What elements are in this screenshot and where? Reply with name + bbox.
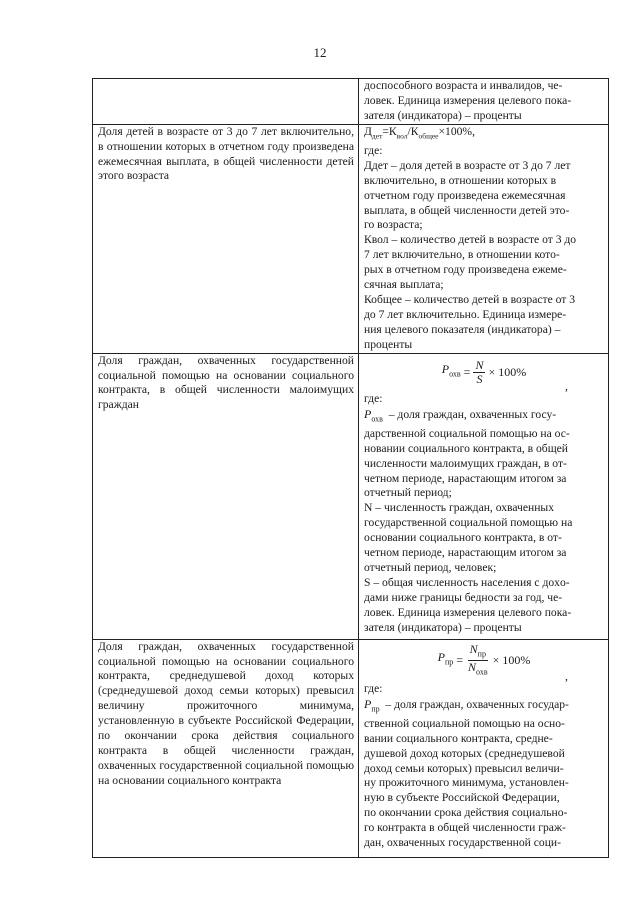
text-line: ную в субъекте Российской Федерации, — [364, 791, 560, 805]
formula-denominator: $N_{охв}$ — [468, 660, 488, 677]
page-number: 12 — [313, 45, 327, 60]
symbol: $P_{пр}$ — [364, 696, 380, 713]
text-line: ну прожиточного минимума, установлен- — [364, 776, 569, 790]
text-line: включительно, в отношении которых в — [364, 173, 557, 187]
text-line: новании социального контракта, в общей — [364, 441, 568, 455]
text-line: N – численность граждан, охваченных — [364, 501, 555, 515]
formula-numerator: $N_{пр}$ — [468, 643, 488, 661]
text-line: Ддет – доля детей в возрасте от 3 до 7 лет — [364, 158, 571, 172]
text-line: ловек. Единица измерения целевого пока- — [364, 605, 572, 619]
formula-line: $Д_{дет}=К_{вол}/К_{общее}\times 100\%$, — [364, 124, 475, 141]
text-line: дан, охваченных государственной соци- — [364, 836, 561, 850]
text-line: вании социального контракта, средне- — [364, 731, 553, 745]
text-line: зателя (индикатора) – проценты — [364, 108, 522, 122]
indicator-name: Доля граждан, охваченных государственной социальной помощью на основании социального контракта, в общей численности малоимущих граждан — [98, 353, 354, 412]
text-line: до 7 лет включительно. Единица измере- — [364, 307, 567, 321]
indicator-name-cell — [93, 124, 359, 353]
text-line: $P_{пр}$ – доля граждан, охваченных государ- — [364, 696, 569, 713]
formula: $P_{пр}$ = $\frac{N_{пр}}{N_{охв}}$ × 100% , — [437, 641, 568, 683]
indicator-name-cell — [93, 639, 359, 857]
text-line: отчетный период, человек; — [364, 560, 497, 574]
text-line: проценты — [364, 337, 413, 351]
text-line: 7 лет включительно, в отношении кото- — [364, 248, 560, 262]
text-line: отчетном году произведена ежемесячная — [364, 188, 566, 202]
table-row — [93, 79, 609, 125]
text-line: ственной социальной помощью на осно- — [364, 716, 565, 730]
formula-cell — [359, 639, 609, 857]
text-line: где: — [364, 143, 383, 157]
text-line: доход семьи которых) превысил величи- — [364, 761, 564, 775]
text-line: зателя (индикатора) – проценты — [364, 620, 522, 634]
text-line: где: — [364, 681, 383, 695]
formula-numerator: N — [475, 358, 484, 373]
formula-fraction — [473, 359, 485, 386]
text-line: государственной социальной помощью на — [364, 516, 573, 530]
text-line: по окончании срока действия социально- — [364, 806, 568, 820]
formula-result: $P_{охв}$ — [441, 362, 461, 379]
text-line: отчетный период; — [364, 486, 452, 500]
text-line: четном периоде, нарастающим итогом за — [364, 546, 567, 560]
formula-comma: , — [565, 668, 568, 683]
text-line: четном периоде, нарастающим итогом за — [364, 471, 567, 485]
indicator-name: Доля детей в возрасте от 3 до 7 лет включительно, в отношении которых в отчетном году произведена ежемесячная выплата, в общей численности детей этого возраста — [98, 124, 354, 183]
formula: $P_{охв}$ = $\frac{N}{S}$ × 100% , — [441, 358, 568, 393]
text-line: ния целевого показателя (индикатора) – — [364, 322, 561, 336]
table-row — [93, 124, 609, 353]
formula-result: $P_{пр}$ — [437, 650, 454, 667]
text-line: сячная выплата; — [364, 278, 444, 292]
text-line: дарственной социальной помощью на ос- — [364, 426, 570, 440]
text-line: S – общая численность населения с доxо- — [364, 575, 570, 589]
text-line: рых в отчетном году произведена ежеме- — [364, 263, 567, 277]
text-line: $P_{охв}$ – доля граждан, охваченных госу- — [364, 406, 557, 423]
formula-cell — [359, 79, 609, 125]
text-line: ловек. Единица измерения целевого пока- — [364, 93, 572, 107]
text-line: выплата, в общей численности детей это- — [364, 203, 570, 217]
formula-fraction — [466, 643, 490, 679]
text-line: где: — [364, 391, 383, 405]
indicators-table — [92, 78, 609, 858]
text-line: основании социального контракта, в от- — [364, 531, 562, 545]
formula-comma: , — [565, 378, 568, 393]
text-line: го возраста; — [364, 218, 423, 232]
text-line: дами ниже границы бедности за год, че- — [364, 590, 563, 604]
symbol: $P_{охв}$ — [364, 406, 383, 423]
text-line: численности малоимущих граждан, в от- — [364, 456, 567, 470]
text-line: го контракта в общей численности граж- — [364, 821, 566, 835]
text-line: душевой доход которых (среднедушевой — [364, 746, 565, 760]
formula-cell — [359, 124, 609, 353]
formula-cell — [359, 353, 609, 639]
indicator-name: Доля граждан, охваченных государственной социальной помощью на основании социального контракта, среднедушевой доход которых (среднедушевой доход семьи которых) превысил величину прожиточного минимума, установленную в субъекте Российской Федерации, по окончании срока действия социального контракта в общей численности граждан, охваченных государственной социальной помощью на основании социального контракта — [98, 639, 354, 787]
table-row — [93, 353, 609, 639]
indicator-name-cell — [93, 353, 359, 639]
text-line: Кобщее – количество детей в возрасте от 3 — [364, 293, 576, 306]
formula-tail: × 100% — [488, 365, 527, 380]
indicator-name-cell — [93, 79, 359, 125]
text-line: Квол – количество детей в возрасте от 3 до — [364, 233, 577, 247]
formula-denominator: S — [476, 372, 483, 387]
formula-tail: × 100% — [492, 653, 531, 668]
text-line: доспособного возраста и инвалидов, че- — [364, 79, 563, 92]
table-row — [93, 639, 609, 857]
